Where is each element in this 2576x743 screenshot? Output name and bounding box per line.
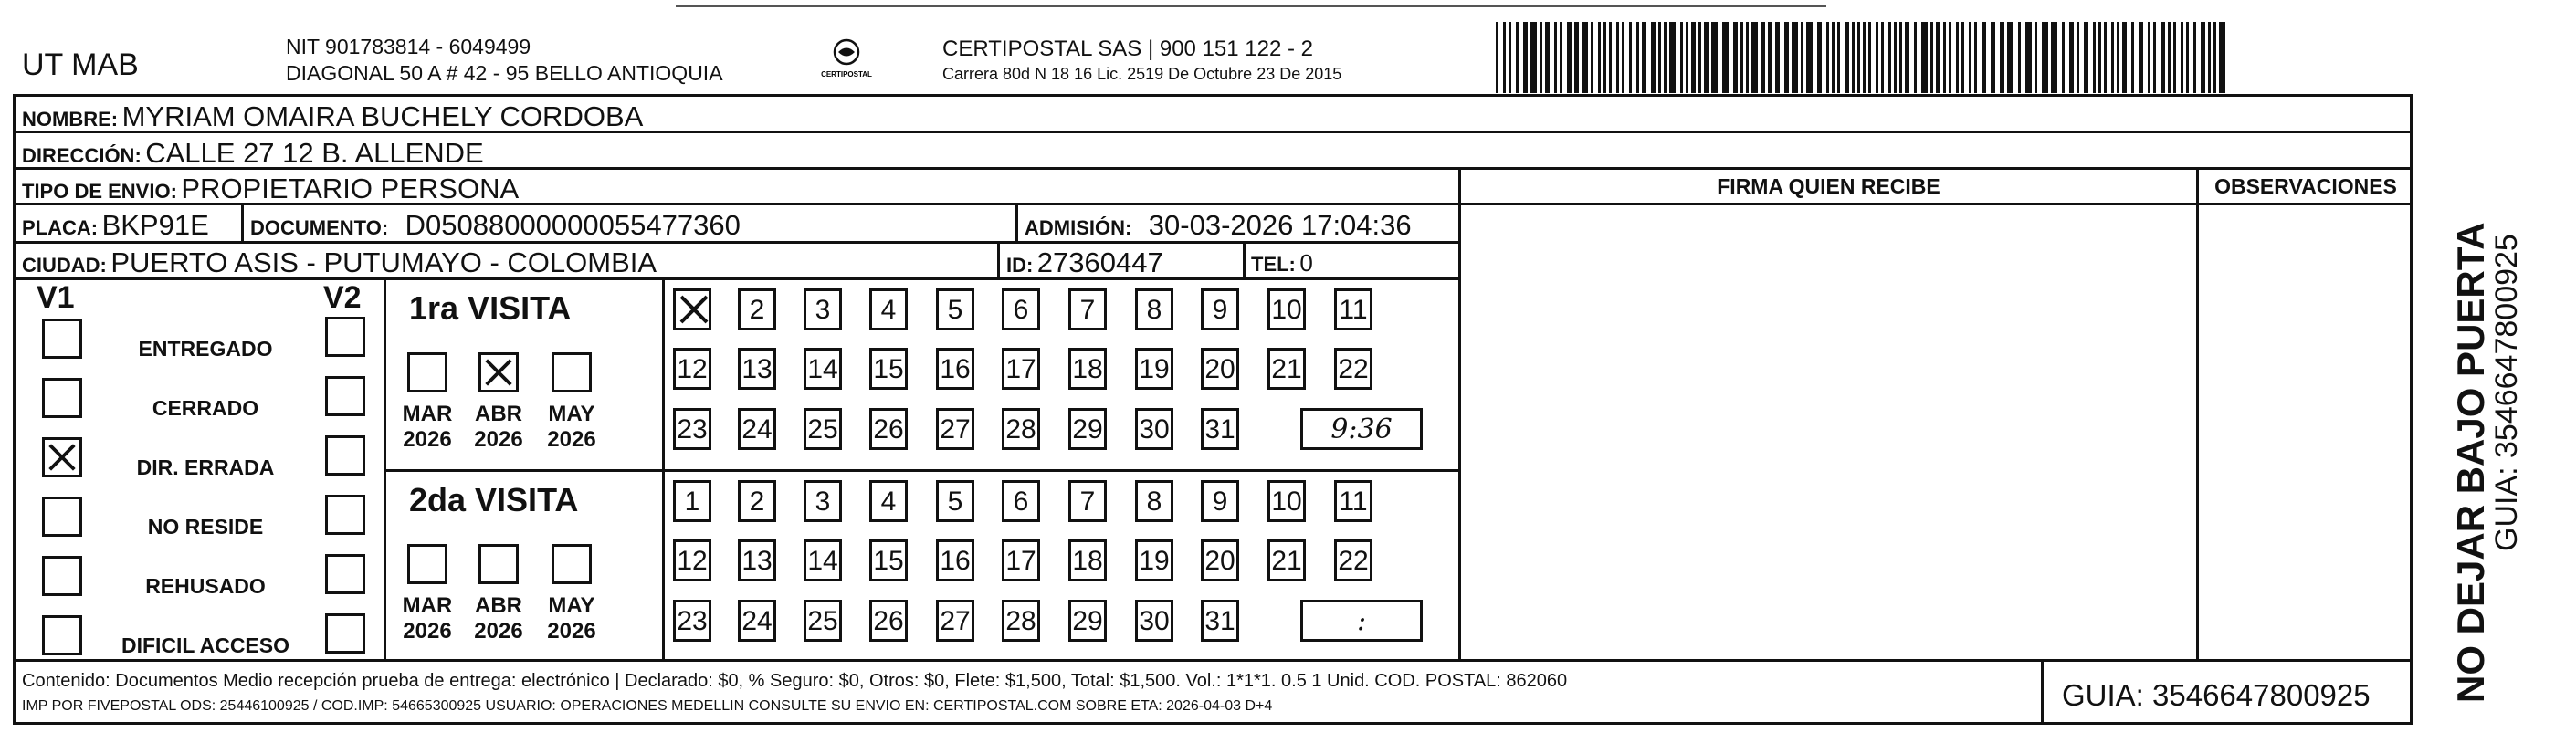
firma-label: FIRMA QUIEN RECIBE (1717, 174, 1940, 198)
admision-row (1025, 211, 1412, 239)
side-guia: GUIA: 3546647800925 (2489, 234, 2524, 551)
visit-title: 2da VISITA (409, 481, 579, 518)
barcode-bar (1751, 22, 1758, 93)
barcode-bar (1784, 22, 1789, 93)
day-cell[interactable]: 21 (1267, 348, 1306, 390)
day-cell[interactable]: 20 (1201, 539, 1239, 581)
day-cell[interactable] (673, 288, 711, 330)
barcode-bar (1680, 22, 1683, 93)
day-cell[interactable]: 15 (869, 539, 908, 581)
day-cell[interactable]: 10 (1267, 480, 1306, 522)
barcode-bar (1832, 22, 1835, 93)
day-cell[interactable]: 27 (936, 600, 974, 642)
month-label: ABR 2026 (474, 593, 523, 644)
barcode-bar (1792, 22, 1798, 93)
barcode-bar (2186, 22, 2189, 93)
barcode-bar (1664, 22, 1667, 93)
barcode-bar (1636, 22, 1639, 93)
day-cell[interactable]: 26 (869, 408, 908, 450)
barcode-bar (2111, 22, 2114, 93)
documento-label: DOCUMENTO: (250, 216, 389, 239)
day-cell[interactable]: 19 (1135, 348, 1173, 390)
documento-value: D05088000000055477360 (405, 209, 741, 241)
day-cell[interactable]: 7 (1068, 288, 1107, 330)
barcode-bar (1691, 22, 1696, 93)
day-cell[interactable]: 29 (1068, 600, 1107, 642)
day-cell[interactable]: 30 (1135, 408, 1173, 450)
visit-title: 1ra VISITA (409, 289, 572, 327)
barcode-bar (1503, 22, 1506, 93)
barcode-bar (1560, 22, 1562, 93)
barcode-bar (1936, 22, 1940, 93)
barcode-bar (1876, 22, 1878, 93)
barcode-bar (2117, 22, 2119, 93)
documento-row (250, 211, 741, 239)
day-cell[interactable]: 21 (1267, 539, 1306, 581)
barcode-bar (1914, 22, 1917, 93)
day-cell[interactable]: 18 (1068, 539, 1107, 581)
day-cell[interactable]: 5 (936, 288, 974, 330)
barcode-bar (1761, 22, 1765, 93)
barcode-bar (1982, 22, 1986, 93)
barcode-bar (1956, 22, 1959, 93)
barcode-bar (1991, 22, 1995, 93)
day-cell[interactable]: 28 (1002, 600, 1040, 642)
admision-label: ADMISIÓN: (1025, 216, 1132, 239)
barcode-bar (1740, 22, 1743, 93)
barcode-bar (1554, 22, 1557, 93)
barcode-bar (1530, 22, 1537, 93)
day-cell[interactable]: 12 (673, 348, 711, 390)
day-cell[interactable]: 22 (1334, 348, 1372, 390)
day-cell[interactable]: 25 (804, 408, 842, 450)
barcode-bar (1658, 22, 1661, 93)
ciudad-label: CIUDAD: (22, 254, 107, 277)
barcode-bar (1591, 22, 1593, 93)
barcode-bar (1629, 22, 1632, 93)
day-cell[interactable]: 15 (869, 348, 908, 390)
nombre-label: NOMBRE: (22, 108, 119, 131)
tel-value: 0 (1299, 249, 1313, 277)
barcode-bar (1523, 22, 1528, 93)
certipostal-logo (818, 37, 875, 82)
barcode-bar (2208, 22, 2211, 93)
barcode-bar (1669, 22, 1676, 93)
company-license: Carrera 80d N 18 16 Lic. 2519 De Octubre 23 De 2015 (942, 65, 1342, 83)
status-v2-checkbox[interactable] (325, 554, 365, 594)
barcode-bar (1609, 22, 1612, 93)
status-label: ENTREGADO (138, 337, 273, 361)
day-cell[interactable]: 11 (1334, 480, 1372, 522)
status-v1-checkbox[interactable] (42, 556, 82, 596)
placa-value: BKP91E (101, 209, 209, 241)
barcode-bar (2084, 22, 2088, 93)
barcode-bar (1888, 22, 1891, 93)
ciudad-value: PUERTO ASIS - PUTUMAYO - COLOMBIA (110, 246, 657, 278)
placa-label: PLACA: (22, 216, 99, 239)
status-label: REHUSADO (145, 574, 266, 598)
admision-value: 30-03-2026 17:04:36 (1148, 209, 1412, 241)
barcode-bar (2131, 22, 2134, 93)
tipo-row (22, 174, 519, 203)
barcode-bar (2069, 22, 2074, 93)
barcode-bar (1509, 22, 1511, 93)
day-cell[interactable]: 30 (1135, 600, 1173, 642)
barcode-bar (2168, 22, 2171, 93)
month-checkbox[interactable] (552, 544, 592, 584)
status-v1-checkbox[interactable] (42, 615, 82, 655)
side-warning: NO DEJAR BAJO PUERTA (2449, 222, 2492, 703)
top-rule (676, 5, 1826, 7)
day-cell[interactable]: 13 (738, 539, 776, 581)
barcode-bar (2213, 22, 2216, 93)
barcode (1496, 22, 2228, 93)
barcode-bar (2148, 22, 2150, 93)
barcode-bar (2122, 22, 2127, 93)
direccion-label: DIRECCIÓN: (22, 144, 142, 167)
day-cell[interactable]: 31 (1201, 408, 1239, 450)
status-v1-checkbox[interactable] (42, 437, 82, 477)
id-value: 27360447 (1036, 246, 1163, 278)
barcode-bar (2000, 22, 2004, 93)
day-cell[interactable]: 9 (1201, 480, 1239, 522)
barcode-bar (2093, 22, 2096, 93)
barcode-bar (2193, 22, 2196, 93)
barcode-bar (2025, 22, 2032, 93)
day-cell[interactable]: 3 (804, 480, 842, 522)
day-cell[interactable]: 22 (1334, 539, 1372, 581)
barcode-bar (2173, 22, 2176, 93)
day-cell[interactable]: 12 (673, 539, 711, 581)
v1-label: V1 (37, 280, 75, 315)
tipo-value: PROPIETARIO PERSONA (181, 173, 520, 204)
day-cell[interactable]: 8 (1135, 288, 1173, 330)
barcode-bar (1686, 22, 1688, 93)
svg-text:CERTIPOSTAL: CERTIPOSTAL (821, 70, 872, 78)
col-divider (1243, 241, 1246, 277)
barcode-bar (1949, 22, 1951, 93)
day-cell[interactable]: 1 (673, 480, 711, 522)
nombre-row (22, 102, 643, 131)
month-label: MAY 2026 (547, 402, 596, 452)
barcode-bar (1711, 22, 1718, 93)
barcode-bar (2042, 22, 2048, 93)
barcode-bar (1868, 22, 1871, 93)
barcode-bar (1496, 22, 1498, 93)
col-divider (997, 241, 1000, 277)
barcode-bar (1642, 22, 1646, 93)
day-cell[interactable]: 20 (1201, 348, 1239, 390)
barcode-bar (1775, 22, 1780, 93)
status-v2-checkbox[interactable] (325, 435, 365, 476)
month-checkbox[interactable] (552, 352, 592, 392)
day-cell[interactable]: 11 (1334, 288, 1372, 330)
tipo-label: TIPO DE ENVIO: (22, 180, 177, 203)
day-cell[interactable]: 27 (936, 408, 974, 450)
day-cell[interactable]: 4 (869, 480, 908, 522)
barcode-bar (1651, 22, 1656, 93)
day-cell[interactable]: 6 (1002, 288, 1040, 330)
day-cell[interactable]: 8 (1135, 480, 1173, 522)
day-cell[interactable]: 2 (738, 288, 776, 330)
status-v2-checkbox[interactable] (325, 317, 365, 357)
visit-divider (384, 469, 1460, 472)
barcode-bar (1817, 22, 1822, 93)
placa-row (22, 211, 209, 239)
barcode-bar (1969, 22, 1971, 93)
tel-row (1251, 251, 1313, 275)
barcode-bar (2161, 22, 2165, 93)
day-cell[interactable]: 24 (738, 408, 776, 450)
footer-guia: GUIA: 3546647800925 (2062, 678, 2371, 712)
day-cell[interactable]: 23 (673, 600, 711, 642)
barcode-bar (1582, 22, 1588, 93)
status-v1-checkbox[interactable] (42, 319, 82, 359)
status-v1-checkbox[interactable] (42, 497, 82, 537)
month-checkbox[interactable] (478, 352, 519, 392)
barcode-bar (1905, 22, 1909, 93)
barcode-bar (2104, 22, 2107, 93)
month-label: MAR 2026 (402, 593, 453, 644)
barcode-bar (1837, 22, 1840, 93)
barcode-bar (1943, 22, 1946, 93)
signature-field[interactable] (1461, 205, 2196, 659)
barcode-bar (2219, 22, 2225, 93)
barcode-bar (1881, 22, 1884, 93)
footer-contents: Contenido: Documentos Medio recepción prueba de entrega: electrónico | Declarado: $0, % Seguro: $0, Otros: $0, Flete: $1,500, Total: $1,500. Vol.: 1*1*1. 0.5 1 Unid. COD. POSTAL: 862060 (22, 671, 1568, 691)
v2-label: V2 (323, 280, 362, 315)
col-divider (241, 203, 244, 241)
barcode-bar (1930, 22, 1933, 93)
status-v2-checkbox[interactable] (325, 613, 365, 654)
day-cell[interactable]: 26 (869, 600, 908, 642)
barcode-bar (1806, 22, 1813, 93)
direccion-value: CALLE 27 12 B. ALLENDE (145, 137, 484, 169)
barcode-bar (2181, 22, 2183, 93)
barcode-bar (2062, 22, 2065, 93)
time-field[interactable]: : (1300, 600, 1423, 642)
day-cell[interactable]: 10 (1267, 288, 1306, 330)
barcode-bar (1845, 22, 1849, 93)
status-v1-checkbox[interactable] (42, 378, 82, 418)
status-label: CERRADO (152, 396, 259, 420)
observaciones-field[interactable] (2199, 205, 2413, 659)
barcode-bar (1545, 22, 1550, 93)
sender-nit: NIT 901783814 - 6049499 (286, 35, 531, 58)
barcode-bar (1852, 22, 1855, 93)
day-cell[interactable]: 7 (1068, 480, 1107, 522)
col-divider (1015, 203, 1018, 241)
ciudad-row (22, 248, 657, 277)
barcode-bar (1733, 22, 1738, 93)
barcode-bar (1863, 22, 1866, 93)
barcode-bar (1921, 22, 1928, 93)
barcode-bar (1722, 22, 1729, 93)
day-cell[interactable]: 29 (1068, 408, 1107, 450)
barcode-bar (2018, 22, 2021, 93)
month-checkbox[interactable] (478, 544, 519, 584)
day-cell[interactable]: 16 (936, 539, 974, 581)
day-cell[interactable]: 14 (804, 539, 842, 581)
nombre-value: MYRIAM OMAIRA BUCHELY CORDOBA (121, 100, 644, 132)
day-cell[interactable]: 5 (936, 480, 974, 522)
barcode-bar (1516, 22, 1519, 93)
day-cell[interactable]: 19 (1135, 539, 1173, 581)
col-divider (2041, 659, 2044, 725)
barcode-bar (1801, 22, 1803, 93)
id-row (1006, 248, 1163, 277)
barcode-bar (2153, 22, 2156, 93)
sender-name: UT MAB (22, 47, 139, 82)
barcode-bar (2201, 22, 2205, 93)
barcode-bar (1603, 22, 1606, 93)
day-cell[interactable]: 9 (1201, 288, 1239, 330)
barcode-bar (2139, 22, 2143, 93)
day-cell[interactable]: 16 (936, 348, 974, 390)
sender-address: DIAGONAL 50 A # 42 - 95 BELLO ANTIOQUIA (286, 61, 723, 85)
barcode-bar (1826, 22, 1829, 93)
time-field[interactable]: 9:36 (1300, 408, 1423, 450)
barcode-bar (2098, 22, 2101, 93)
day-cell[interactable]: 4 (869, 288, 908, 330)
barcode-bar (1768, 22, 1772, 93)
day-cell[interactable]: 17 (1002, 348, 1040, 390)
status-v2-checkbox[interactable] (325, 376, 365, 416)
barcode-bar (1894, 22, 1897, 93)
day-cell[interactable]: 13 (738, 348, 776, 390)
barcode-bar (2007, 22, 2013, 93)
day-cell[interactable]: 2 (738, 480, 776, 522)
direccion-row (22, 139, 484, 167)
observaciones-label: OBSERVACIONES (2214, 174, 2397, 198)
barcode-bar (2051, 22, 2057, 93)
barcode-bar (2035, 22, 2037, 93)
barcode-bar (2077, 22, 2079, 93)
tel-label: TEL: (1251, 253, 1296, 276)
day-cell[interactable]: 25 (804, 600, 842, 642)
month-checkbox[interactable] (407, 352, 447, 392)
month-checkbox[interactable] (407, 544, 447, 584)
day-cell[interactable]: 23 (673, 408, 711, 450)
day-cell[interactable]: 17 (1002, 539, 1040, 581)
footer-print-info: IMP POR FIVEPOSTAL ODS: 25446100925 / COD.IMP: 54665300925 USUARIO: OPERACIONES MEDELLIN CONSULTE SU ENVIO EN: CERTIPOSTAL.COM SOBRE ETA: 2026-04-03 D+4 (22, 698, 1273, 714)
status-label: DIR. ERRADA (136, 455, 275, 479)
day-cell[interactable]: 24 (738, 600, 776, 642)
month-label: ABR 2026 (474, 402, 523, 452)
day-cell[interactable]: 18 (1068, 348, 1107, 390)
company-name: CERTIPOSTAL SAS | 900 151 122 - 2 (942, 37, 1313, 61)
barcode-bar (1974, 22, 1977, 93)
barcode-bar (1622, 22, 1624, 93)
id-label: ID: (1006, 254, 1034, 277)
barcode-bar (1746, 22, 1749, 93)
barcode-bar (1574, 22, 1579, 93)
barcode-bar (1698, 22, 1701, 93)
barcode-bar (1598, 22, 1601, 93)
barcode-bar (1704, 22, 1709, 93)
barcode-bar (1857, 22, 1860, 93)
barcode-bar (1961, 22, 1964, 93)
day-cell[interactable]: 3 (804, 288, 842, 330)
status-label: NO RESIDE (147, 515, 264, 539)
day-cell[interactable]: 14 (804, 348, 842, 390)
day-cell[interactable]: 31 (1201, 600, 1239, 642)
row-divider (13, 659, 2413, 662)
day-cell[interactable]: 6 (1002, 480, 1040, 522)
status-label: DIFICIL ACCESO (121, 633, 289, 657)
barcode-bar (1616, 22, 1619, 93)
status-v2-checkbox[interactable] (325, 495, 365, 535)
barcode-bar (1540, 22, 1542, 93)
day-cell[interactable]: 28 (1002, 408, 1040, 450)
barcode-bar (1899, 22, 1902, 93)
month-label: MAY 2026 (547, 593, 596, 644)
barcode-bar (1567, 22, 1572, 93)
month-label: MAR 2026 (402, 402, 453, 452)
